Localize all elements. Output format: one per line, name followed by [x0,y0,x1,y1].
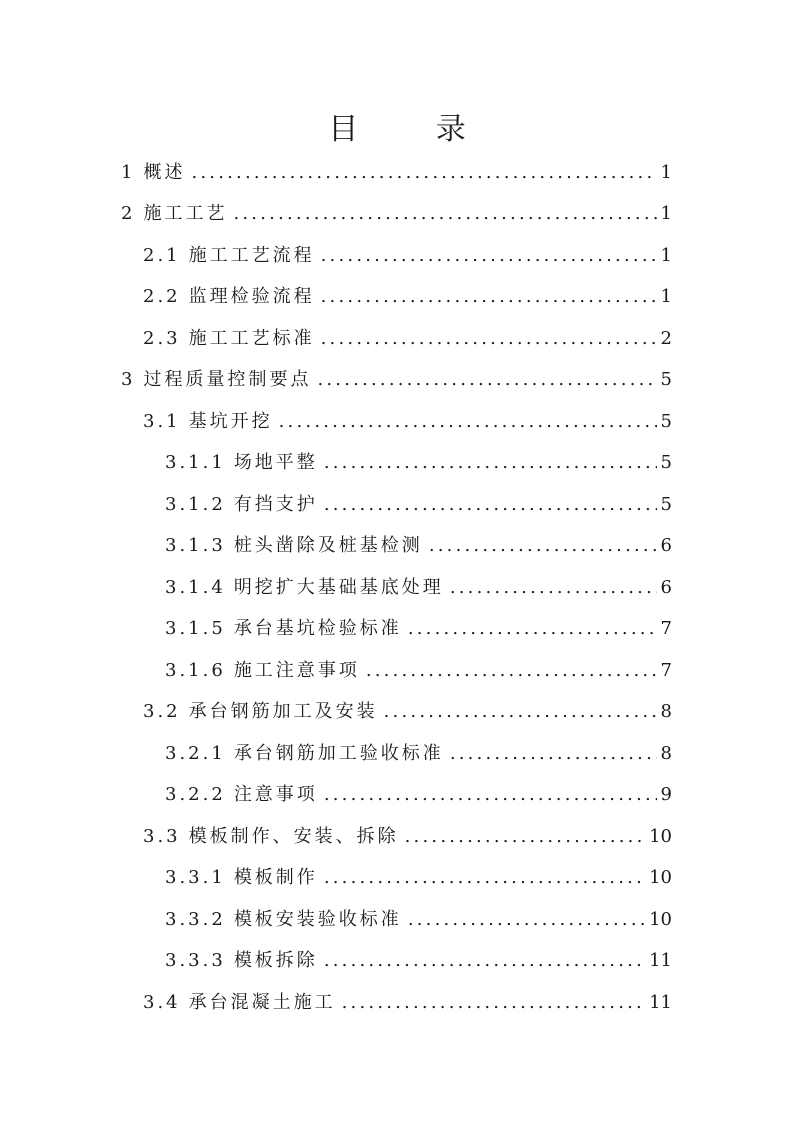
toc-number: 3.3.3 [165,950,226,971]
toc-page-number: 10 [649,826,672,847]
toc-number: 1 [121,162,136,183]
toc-number: 3.1.2 [165,494,226,515]
toc-dot-leader [191,158,656,188]
toc-dot-leader [429,531,657,561]
toc-entry[interactable] [121,365,672,395]
toc-dot-leader [324,448,657,478]
page-title: 目 录 [328,112,500,147]
toc-dot-leader [279,407,657,437]
toc-entry[interactable] [121,158,672,188]
toc-title: 承台钢筋加工及安装 [188,701,378,722]
toc-page-number: 8 [660,701,672,722]
toc-page-number: 5 [660,494,672,515]
toc-title: 施工注意事项 [233,660,360,681]
toc-page-number: 1 [660,245,672,266]
toc-title: 监理检验流程 [188,286,315,307]
toc-title: 场地平整 [233,452,318,473]
toc-entry[interactable] [143,324,672,354]
toc-number: 3.3 [143,826,181,847]
toc-entry[interactable] [143,282,672,312]
toc-number: 2.3 [143,328,181,349]
toc-number: 2.1 [143,245,181,266]
toc-number: 3.1.1 [165,452,226,473]
toc-page-number: 6 [660,577,672,598]
toc-number: 3.3.2 [165,909,226,930]
toc-entry[interactable] [165,614,672,644]
toc-title: 承台基坑检验标准 [233,618,402,639]
toc-page-number: 7 [660,660,672,681]
toc-title: 过程质量控制要点 [143,369,312,390]
toc-dot-leader [321,241,657,271]
toc-dot-leader [408,614,657,644]
toc-page-number: 8 [660,743,672,764]
toc-title: 模板拆除 [233,950,318,971]
toc-number: 3.2.1 [165,743,226,764]
toc-title: 概述 [143,162,186,183]
toc-dot-leader [321,324,657,354]
toc-number: 3.2.2 [165,784,226,805]
toc-entry[interactable] [165,573,672,603]
toc-title: 有挡支护 [233,494,318,515]
toc-number: 3 [121,369,136,390]
toc-title: 桩头凿除及桩基检测 [233,535,423,556]
toc-dot-leader [384,697,657,727]
toc-entry[interactable] [143,241,672,271]
toc-title: 施工工艺流程 [188,245,315,266]
toc-page-number: 2 [660,328,672,349]
toc-number: 3.1.6 [165,660,226,681]
toc-page-number: 10 [649,909,672,930]
toc-dot-leader [408,905,645,935]
toc-entry[interactable] [143,822,672,852]
toc-page-number: 5 [660,369,672,390]
toc-dot-leader [342,988,645,1018]
toc-dot-leader [450,739,657,769]
toc-page-number: 1 [660,203,672,224]
toc-entry[interactable] [165,739,672,769]
toc-dot-leader [324,490,657,520]
toc-page-number: 5 [660,452,672,473]
toc-page-number: 6 [660,535,672,556]
toc-title: 基坑开挖 [188,411,273,432]
toc-page-number: 11 [649,950,672,971]
toc-title: 施工工艺标准 [188,328,315,349]
toc-dot-leader [233,199,656,229]
toc-entry[interactable] [165,656,672,686]
toc-entry[interactable] [143,407,672,437]
toc-dot-leader [317,365,656,395]
toc-entry[interactable] [165,531,672,561]
toc-title: 施工工艺 [143,203,228,224]
toc-entry[interactable] [143,697,672,727]
toc-dot-leader [450,573,657,603]
toc-number: 3.1.4 [165,577,226,598]
toc-dot-leader [324,863,645,893]
toc-title: 模板制作 [233,867,318,888]
toc-page-number: 10 [649,867,672,888]
toc-entry[interactable] [165,448,672,478]
toc-number: 3.1.3 [165,535,226,556]
toc-title: 注意事项 [233,784,318,805]
toc-dot-leader [405,822,645,852]
toc-entry[interactable] [165,946,672,976]
toc-entry[interactable] [165,863,672,893]
toc-number: 3.1.5 [165,618,226,639]
toc-dot-leader [324,780,657,810]
toc-number: 2 [121,203,136,224]
toc-page-number: 7 [660,618,672,639]
toc-title: 模板安装验收标准 [233,909,402,930]
toc-page-number: 1 [660,162,672,183]
toc-page-number: 11 [649,992,672,1013]
toc-entry[interactable] [143,988,672,1018]
toc-dot-leader [324,946,645,976]
toc-title: 承台混凝土施工 [188,992,336,1013]
toc-number: 3.4 [143,992,181,1013]
toc-number: 3.2 [143,701,181,722]
toc-number: 2.2 [143,286,181,307]
toc-entry[interactable] [165,490,672,520]
toc-entry[interactable] [165,780,672,810]
toc-number: 3.1 [143,411,181,432]
toc-number: 3.3.1 [165,867,226,888]
toc-page-number: 1 [660,286,672,307]
toc-dot-leader [366,656,657,686]
toc-dot-leader [321,282,657,312]
toc-title: 模板制作、安装、拆除 [188,826,399,847]
toc-page-number: 5 [660,411,672,432]
toc-page-number: 9 [660,784,672,805]
toc-title: 承台钢筋加工验收标准 [233,743,444,764]
toc-title: 明挖扩大基础基底处理 [233,577,444,598]
toc-entry[interactable] [165,905,672,935]
toc-entry[interactable] [121,199,672,229]
